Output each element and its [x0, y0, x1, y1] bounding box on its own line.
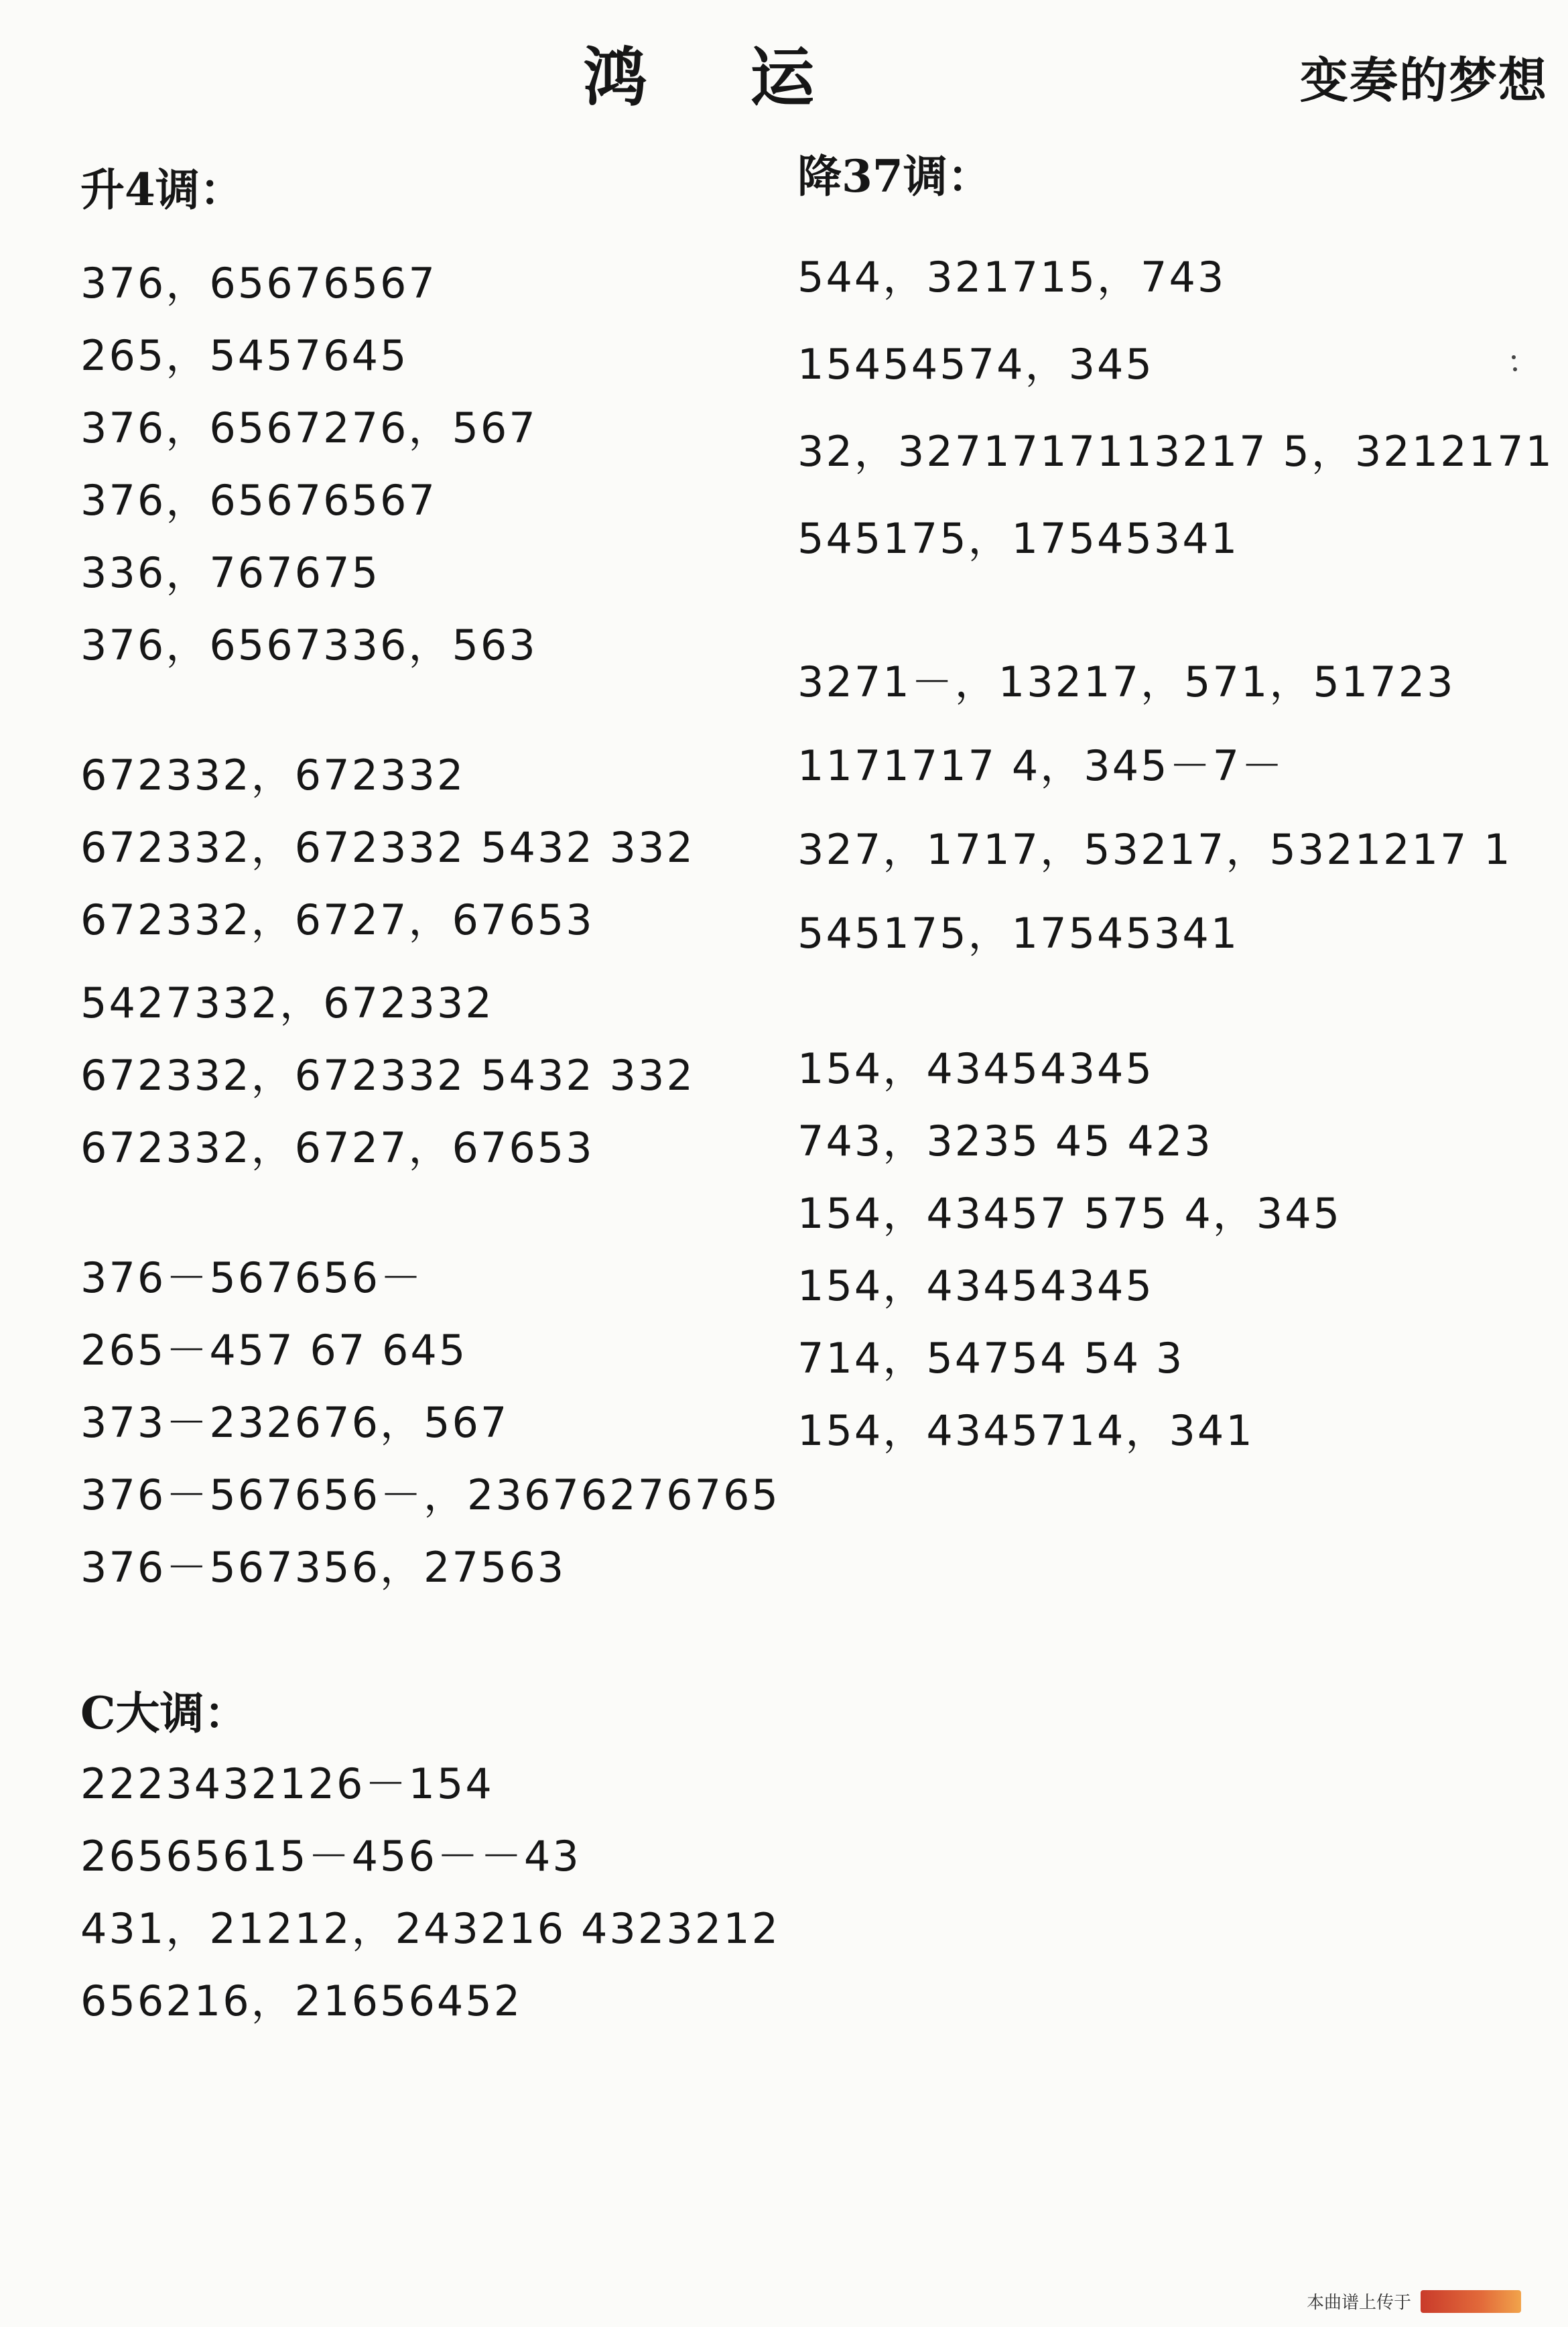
notation-line: 376－567656－	[80, 1253, 424, 1302]
section-heading-flat37: 降37调：	[797, 150, 992, 202]
notation-line: 32，3271717113217 5，3212171	[797, 427, 1554, 476]
notation-line: 431，21212，243216 4323212	[80, 1904, 781, 1953]
notation-line: 265－457 67 645	[80, 1326, 468, 1375]
section-heading-sharp4: 升4调：	[80, 164, 244, 216]
notation-line: 265，5457645	[80, 331, 409, 380]
notation-line: 5427332，672332	[80, 979, 494, 1027]
notation-line: 545175，17545341	[797, 909, 1240, 958]
notation-line: 154，43454345	[797, 1044, 1154, 1093]
notation-line: 1171717 4，345－7－	[797, 741, 1285, 790]
notation-line: 327，1717，53217，5321217 1	[797, 825, 1512, 874]
notation-line: 544，321715，743	[797, 253, 1226, 302]
notation-line: 743，3235 45 423	[797, 1117, 1213, 1166]
watermark	[1307, 2289, 1521, 2314]
notation-line: 2223432126－154	[80, 1759, 494, 1808]
section-heading-c-major: C大调：	[80, 1687, 249, 1739]
notation-line: 672332，6727，67653	[80, 1123, 594, 1172]
site-logo-icon	[1421, 2290, 1521, 2313]
notation-line: 373－232676，567	[80, 1398, 509, 1447]
notation-line: 672332，6727，67653	[80, 895, 594, 944]
author-name: 变奏的梦想	[1300, 52, 1549, 109]
notation-line: 154，43454345	[797, 1261, 1154, 1310]
notation-line: 545175，17545341	[797, 514, 1240, 563]
right-column	[797, 141, 1554, 1467]
notation-line: 3271－，13217，571，51723	[797, 657, 1455, 706]
notation-line: 26565615－456－－43	[80, 1832, 581, 1881]
notation-line: 656216，21656452	[80, 1976, 523, 2025]
left-column	[80, 154, 781, 2037]
notation-line: 15454574，345	[797, 340, 1154, 389]
notation-line: 154，43457 575 4，345	[797, 1189, 1342, 1238]
notation-line: 672332，672332	[80, 751, 466, 800]
margin-mark	[1513, 367, 1517, 371]
notation-line: 376，6567336，563	[80, 621, 537, 670]
notation-line: 376－567656－，23676276765	[80, 1470, 780, 1519]
notation-line: 376，65676567	[80, 259, 437, 308]
watermark-text: 本曲谱上传于	[1306, 2293, 1411, 2313]
notation-line: 376－567356，27563	[80, 1543, 566, 1592]
page-title: 鸿 运	[583, 40, 855, 115]
notation-line: 376，6567276，567	[80, 403, 537, 452]
notation-line: 336，767675	[80, 548, 381, 597]
notation-line: 376，65676567	[80, 476, 437, 525]
notation-line: 672332，672332 5432 332	[80, 823, 695, 872]
notation-line: 714，54754 54 3	[797, 1334, 1185, 1383]
notation-line: 672332，672332 5432 332	[80, 1051, 695, 1100]
notation-line: 154，4345714，341	[797, 1406, 1254, 1455]
margin-mark	[1512, 355, 1516, 359]
